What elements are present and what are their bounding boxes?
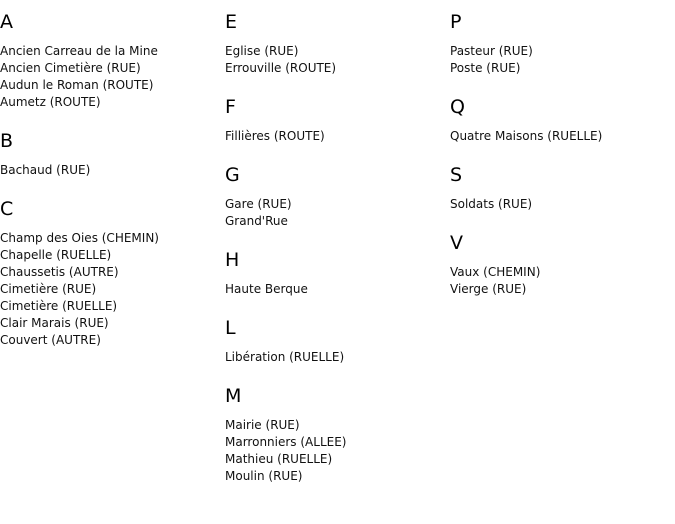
letter-group-s — [450, 161, 670, 213]
street-link[interactable]: Errouville (ROUTE) — [225, 61, 337, 75]
letter-group-m — [225, 382, 445, 485]
street-list — [225, 43, 445, 77]
street-link[interactable]: Grand'Rue — [225, 214, 288, 228]
letter-group-q — [450, 93, 670, 145]
letter-heading: B — [0, 130, 14, 152]
street-link[interactable]: Fillières (ROUTE) — [225, 129, 325, 143]
street-link[interactable]: Cimetière (RUE) — [0, 282, 97, 296]
street-link[interactable]: Pasteur (RUE) — [450, 44, 533, 58]
street-list — [225, 128, 445, 145]
street-link[interactable]: Soldats (RUE) — [450, 197, 533, 211]
street-list — [225, 196, 445, 230]
letter-heading: V — [450, 232, 463, 254]
letter-group-l — [225, 314, 445, 366]
street-list — [450, 43, 670, 77]
street-list — [0, 162, 220, 179]
letter-group-g — [225, 161, 445, 230]
street-link[interactable]: Chapelle (RUELLE) — [0, 248, 112, 262]
street-index-column-3 — [450, 8, 670, 314]
street-list — [450, 128, 670, 145]
letter-heading: A — [0, 11, 13, 33]
street-list — [0, 230, 220, 349]
street-link[interactable]: Chaussetis (AUTRE) — [0, 265, 119, 279]
letter-heading: C — [0, 198, 14, 220]
letter-group-h — [225, 246, 445, 298]
letter-group-a — [0, 8, 220, 111]
street-link[interactable]: Haute Berque — [225, 282, 308, 296]
street-link[interactable]: Couvert (AUTRE) — [0, 333, 101, 347]
street-link[interactable]: Mathieu (RUELLE) — [225, 452, 333, 466]
street-list — [225, 281, 445, 298]
street-link[interactable]: Ancien Carreau de la Mine — [0, 44, 158, 58]
street-link[interactable]: Poste (RUE) — [450, 61, 521, 75]
letter-heading: L — [225, 317, 236, 339]
letter-group-p — [450, 8, 670, 77]
street-link[interactable]: Moulin (RUE) — [225, 469, 303, 483]
street-link[interactable]: Cimetière (RUELLE) — [0, 299, 118, 313]
street-link[interactable]: Audun le Roman (ROUTE) — [0, 78, 154, 92]
street-link[interactable]: Champ des Oies (CHEMIN) — [0, 231, 159, 245]
street-link[interactable]: Vierge (RUE) — [450, 282, 527, 296]
street-list — [450, 196, 670, 213]
street-link[interactable]: Marronniers (ALLEE) — [225, 435, 347, 449]
street-link[interactable]: Clair Marais (RUE) — [0, 316, 109, 330]
street-link[interactable]: Libération (RUELLE) — [225, 350, 345, 364]
letter-group-f — [225, 93, 445, 145]
letter-heading: H — [225, 249, 240, 271]
letter-group-c — [0, 195, 220, 349]
street-link[interactable]: Aumetz (ROUTE) — [0, 95, 101, 109]
letter-heading: P — [450, 11, 462, 33]
letter-heading: F — [225, 96, 236, 118]
street-link[interactable]: Quatre Maisons (RUELLE) — [450, 129, 603, 143]
street-list — [225, 417, 445, 485]
letter-group-b — [0, 127, 220, 179]
letter-group-e — [225, 8, 445, 77]
street-index-column-2 — [225, 8, 445, 501]
street-list — [225, 349, 445, 366]
letter-heading: S — [450, 164, 463, 186]
street-link[interactable]: Mairie (RUE) — [225, 418, 300, 432]
street-link[interactable]: Gare (RUE) — [225, 197, 292, 211]
street-link[interactable]: Eglise (RUE) — [225, 44, 299, 58]
letter-heading: M — [225, 385, 242, 407]
street-list — [0, 43, 220, 111]
letter-heading: G — [225, 164, 240, 186]
street-list — [450, 264, 670, 298]
letter-heading: Q — [450, 96, 465, 118]
letter-group-v — [450, 229, 670, 298]
street-link[interactable]: Vaux (CHEMIN) — [450, 265, 541, 279]
street-link[interactable]: Ancien Cimetière (RUE) — [0, 61, 141, 75]
letter-heading: E — [225, 11, 238, 33]
street-link[interactable]: Bachaud (RUE) — [0, 163, 91, 177]
street-index-column-1 — [0, 8, 220, 365]
